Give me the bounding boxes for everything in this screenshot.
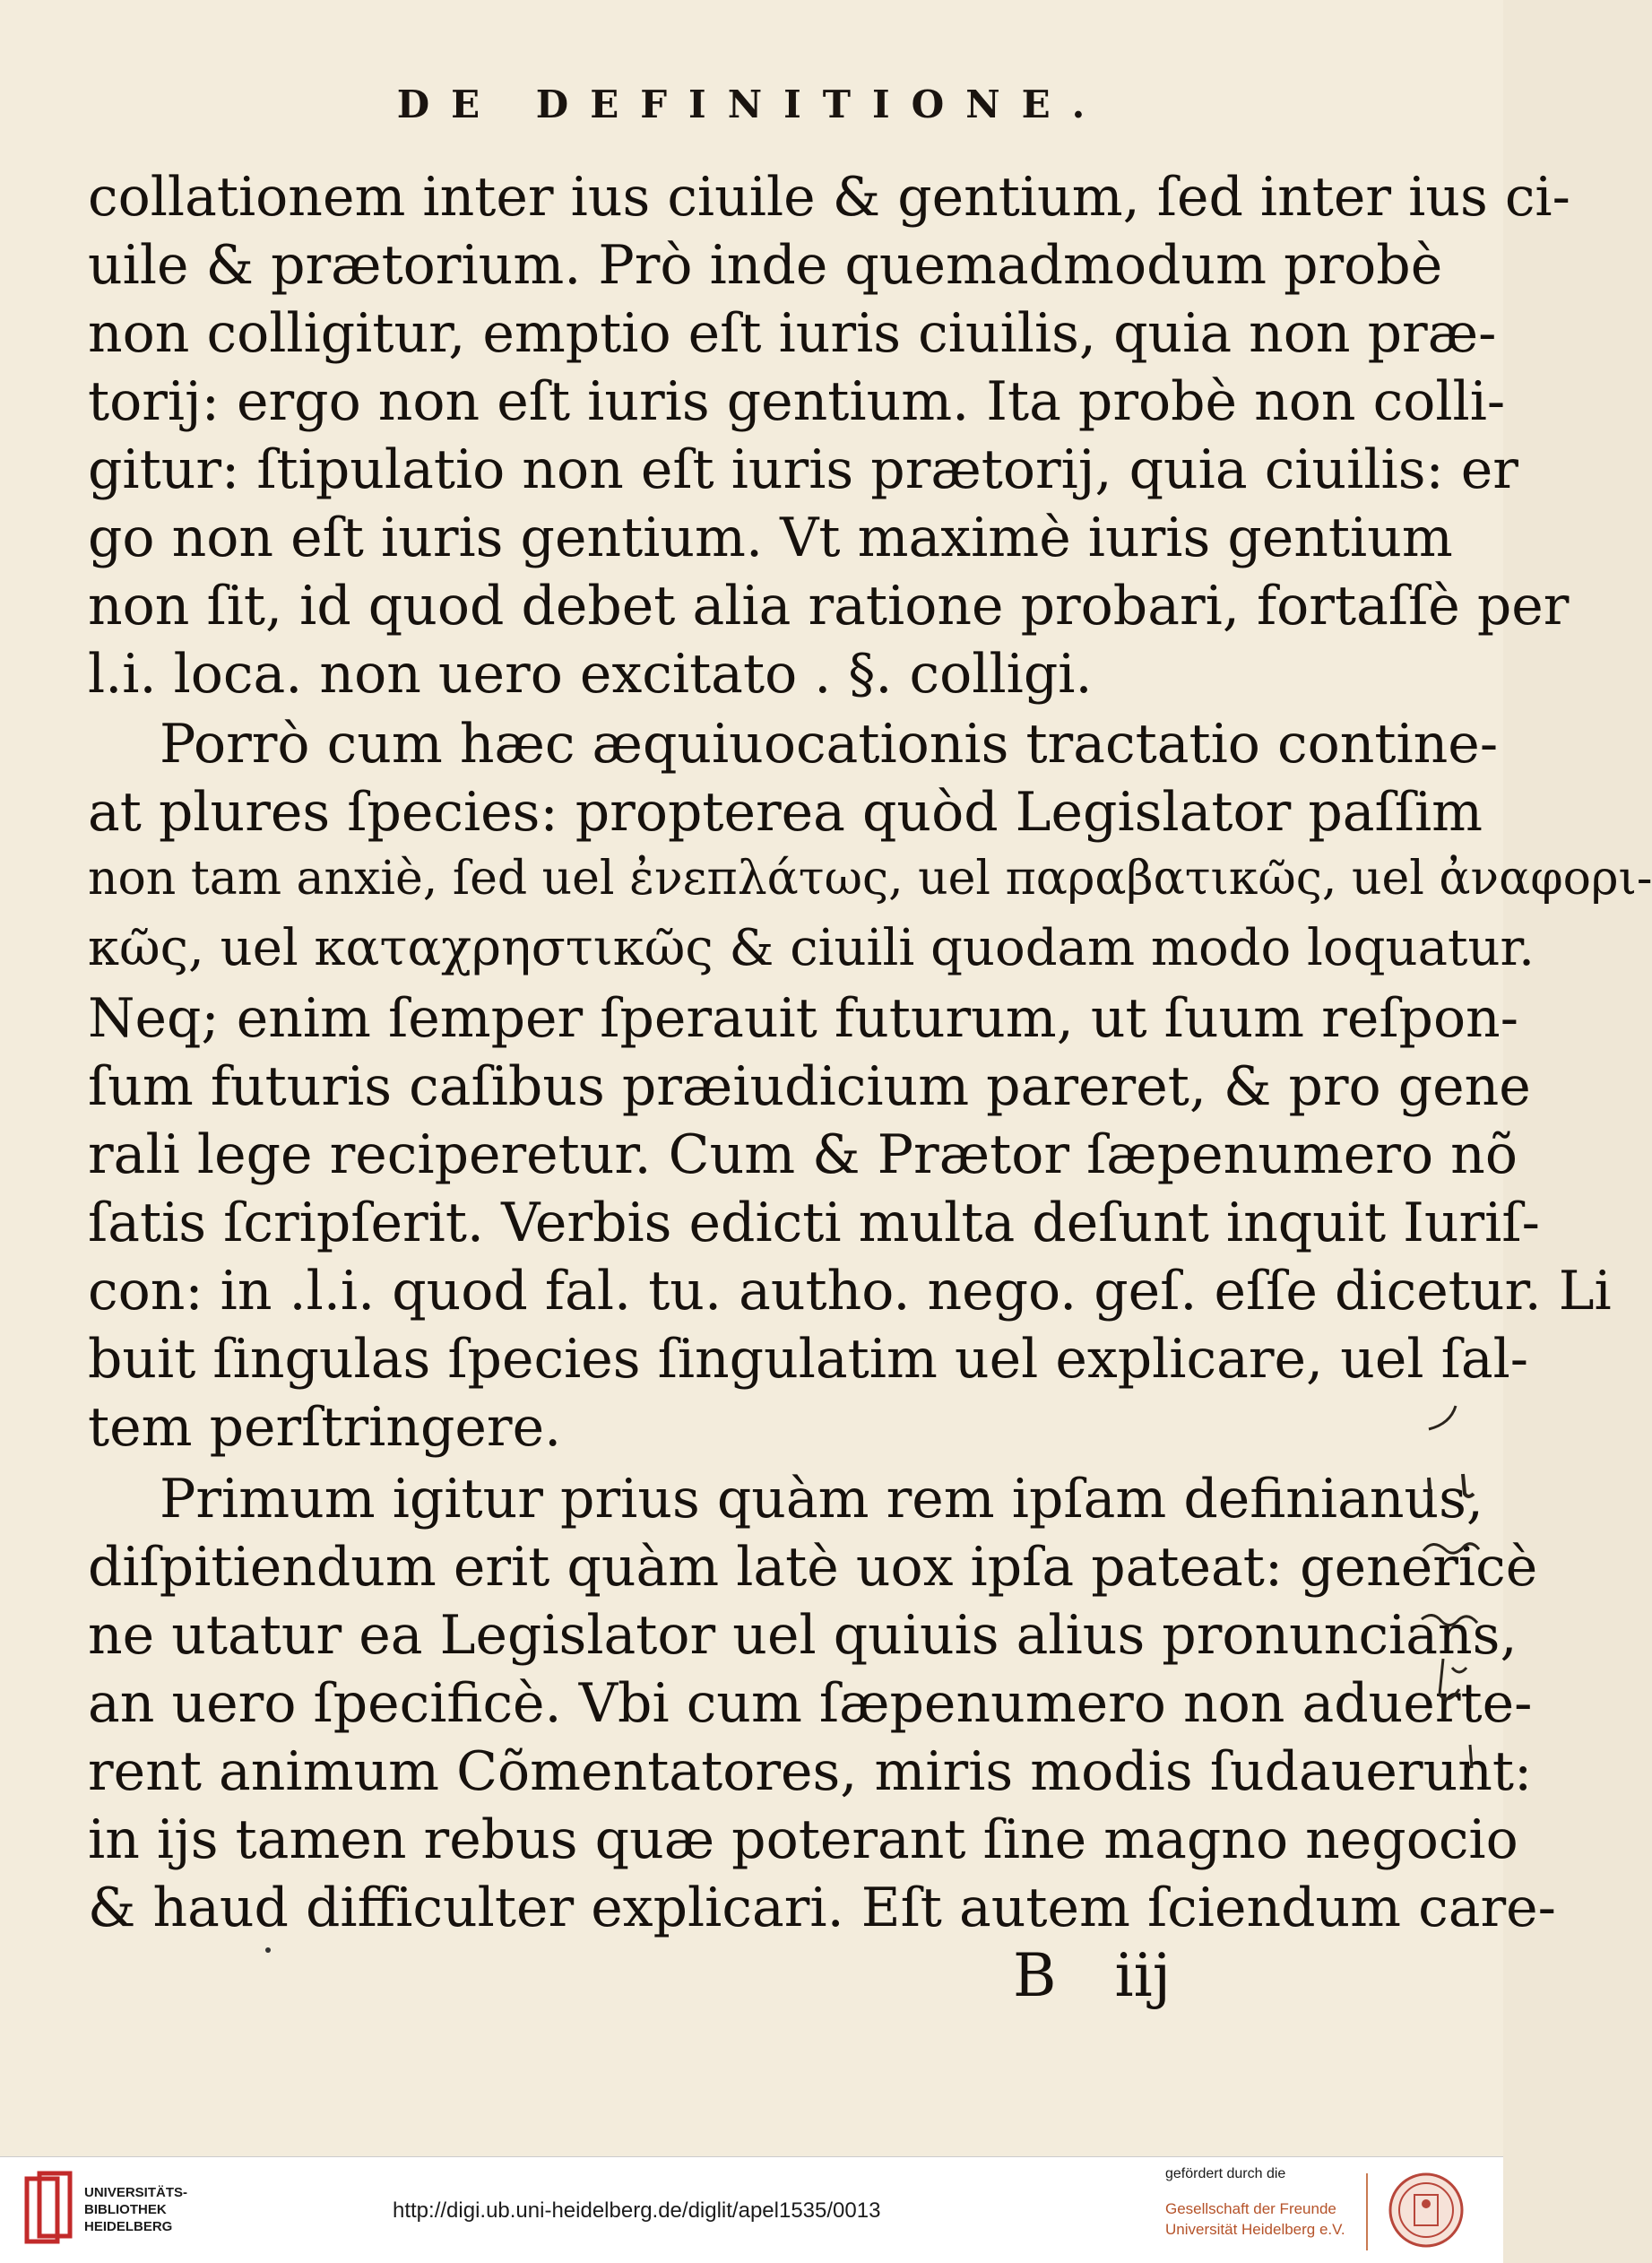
marginalia-strokes: [1416, 1399, 1497, 1847]
sponsor-divider: [1366, 2173, 1368, 2250]
text-line-7: non ſit, id quod debet alia ratione probari, fortaſſè per: [88, 575, 1570, 637]
text-line-15: rali lege reciperetur. Cum & Prætor ſæpenumero nõ: [88, 1123, 1518, 1186]
text-line-26: & haud difficulter explicari. Eſt autem ſciendum care-: [88, 1877, 1556, 1939]
text-line-21: diſpitiendum erit quàm latè uox ipſa pateat: genericè: [88, 1536, 1538, 1599]
text-line-3: non colligitur, emptio eſt iuris ciuilis, quia non præ-: [88, 302, 1497, 365]
text-line-17: con: in .l.i. quod fal. tu. autho. nego. geſ. eſſe dicetur. Li: [88, 1260, 1612, 1322]
digitization-footer: [0, 2156, 1503, 2263]
text-line-9: Porrò cum hæc æquiuocationis tractatio contine-: [160, 713, 1499, 776]
signature-mark: B iij: [1013, 1941, 1172, 2010]
text-line-23: an uero ſpecificè. Vbi cum ſæpenumero non aduerte-: [88, 1672, 1533, 1735]
library-name: UNIVERSITÄTS- BIBLIOTHEK HEIDELBERG: [84, 2185, 188, 2234]
text-line-5: gitur: ſtipulatio non eſt iuris prætorij, quia ciuilis: er: [88, 438, 1518, 501]
text-line-12: κῶς, uel καταχρηστικῶς & ciuili quodam modo loquatur.: [88, 919, 1535, 977]
digital-copy-link[interactable]: http://digi.ub.uni-heidelberg.de/diglit/apel1535/0013: [393, 2198, 881, 2223]
running-header: DE DEFINITIONE.: [396, 82, 1107, 126]
text-line-19: tem perſtringere.: [88, 1396, 562, 1459]
text-line-24: rent animum Cõmentatores, miris modis ſudauerunt:: [88, 1740, 1533, 1803]
text-line-14: ſum futuris caſibus præiudicium pareret, & pro gene: [88, 1055, 1531, 1118]
text-line-1: collationem inter ius ciuile & gentium, ſed inter ius ci-: [88, 166, 1570, 229]
sponsor-label: gefördert durch die: [1165, 2166, 1286, 2181]
text-line-13: Neq; enim ſemper ſperauit futurum, ut ſuum reſpon-: [88, 987, 1518, 1050]
text-line-6: go non eſt iuris gentium. Vt maximè iuris gentium: [88, 507, 1453, 569]
text-line-22: ne utatur ea Legislator uel quiuis alius pronuncians,: [88, 1604, 1518, 1667]
text-line-16: ſatis ſcripſerit. Verbis edicti multa deſunt inquit Iuriſ-: [88, 1192, 1540, 1254]
text-line-25: in ijs tamen rebus quæ poterant ſine magno negocio: [88, 1808, 1518, 1871]
sponsor-name: Gesellschaft der Freunde Universität Heidelberg e.V.: [1165, 2200, 1345, 2238]
university-seal-icon: [1388, 2172, 1465, 2249]
text-line-18: buit ſingulas ſpecies ſingulatim uel explicare, uel ſal-: [88, 1328, 1529, 1391]
library-logo-icon: [25, 2172, 74, 2249]
text-line-8: l.i. loca. non uero excitato . §. colligi.: [88, 643, 1093, 706]
text-line-20: Primum igitur prius quàm rem ipſam definianus,: [160, 1468, 1484, 1530]
ink-dot: [265, 1947, 271, 1953]
text-line-4: torij: ergo non eſt iuris gentium. Ita probè non colli-: [88, 370, 1506, 433]
text-line-10: at plures ſpecies: propterea quòd Legislator paſſim: [88, 781, 1483, 844]
text-line-11: non tam anxiè, ſed uel ἐνεπλάτως, uel παραβατικῶς, uel ἀναφορι-: [88, 852, 1652, 906]
text-line-2: uile & prætorium. Prò inde quemadmodum probè: [88, 234, 1443, 297]
